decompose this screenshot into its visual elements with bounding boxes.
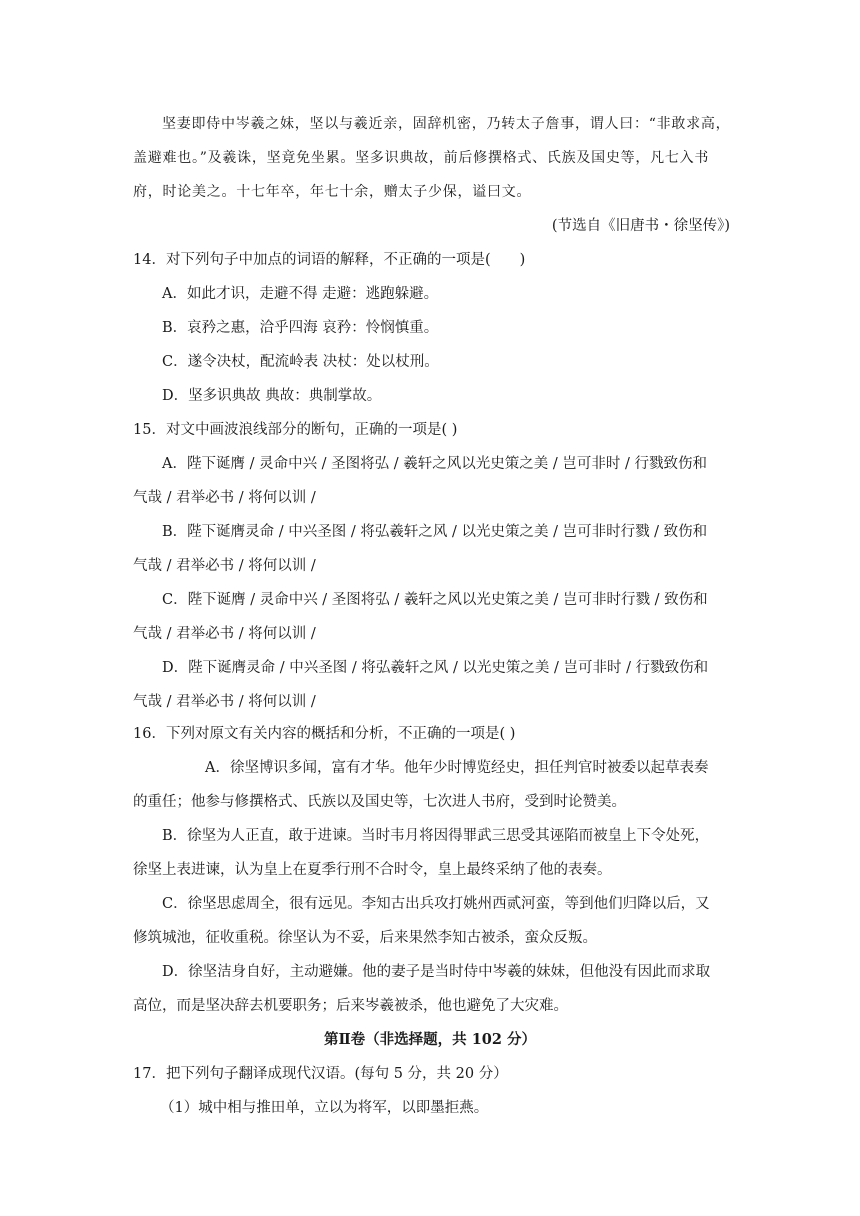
question-16-option-d-line-1: D．徐坚洁身自好，主动避嫌。他的妻子是当时侍中岑羲的妹妹，但他没有因此而求取 — [162, 964, 711, 980]
question-14-option-b: B．哀矜之惠，洽乎四海 哀矜：怜悯慎重。 — [162, 320, 439, 336]
section-2-title: 第Ⅱ卷（非选择题，共 102 分） — [323, 1031, 537, 1048]
question-15-option-b-line-2: 气哉 / 君举必书 / 将何以训 / — [133, 558, 316, 574]
question-17-stem: 17．把下列句子翻译成现代汉语。(每句 5 分，共 20 分） — [133, 1066, 508, 1082]
question-16-option-b-line-1: B．徐坚为人正直，敢于进谏。当时韦月将因得罪武三思受其诬陷而被皇上下令处死， — [162, 828, 710, 844]
question-16-option-a-line-1: A．徐坚博识多闻，富有才华。他年少时博览经史，担任判官时被委以起草表奏 — [205, 760, 709, 776]
question-14-option-d: D．坚多识典故 典故：典制掌故。 — [162, 388, 382, 404]
question-16-stem: 16．下列对原文有关内容的概括和分析，不正确的一项是( ) — [133, 726, 516, 742]
question-15-option-a-line-2: 气哉 / 君举必书 / 将何以训 / — [133, 490, 316, 506]
question-16-option-d-line-2: 高位，而是坚决辞去机要职务；后来岑羲被杀，他也避免了大灾难。 — [133, 998, 568, 1014]
question-15-option-d-line-1: D．陛下诞膺灵命 / 中兴圣图 / 将弘羲轩之风 / 以光史策之美 / 岂可非时 / 行戮致伤和 — [162, 660, 709, 676]
question-16-option-b-line-2: 徐坚上表进谏，认为皇上在夏季行刑不合时令，皇上最终采纳了他的表奏。 — [133, 862, 612, 878]
question-17-item-1: （1）城中相与推田单，立以为将军，以即墨拒燕。 — [160, 1100, 489, 1116]
question-16-option-c-line-2: 修筑城池，征收重税。徐坚认为不妥，后来果然李知古被杀，蛮众反叛。 — [133, 930, 597, 946]
question-15-option-c-line-1: C．陛下诞膺 / 灵命中兴 / 圣图将弘 / 羲轩之风以光史策之美 / 岂可非时行戮 / 致伤和 — [162, 592, 708, 608]
question-15-option-c-line-2: 气哉 / 君举必书 / 将何以训 / — [133, 626, 316, 642]
question-14-option-c: C．遂令决杖，配流岭表 决杖：处以杖刑。 — [162, 354, 439, 370]
question-16-option-c-line-1: C．徐坚思虑周全，很有远见。李知古出兵攻打姚州西贰河蛮，等到他们归降以后，又 — [162, 896, 710, 912]
question-16-option-a-line-2: 的重任；他参与修撰格式、氏族以及国史等，七次进人书府，受到时论赞美。 — [133, 794, 626, 810]
question-15-option-d-line-2: 气哉 / 君举必书 / 将何以训 / — [133, 694, 316, 710]
question-15-stem: 15．对文中画波浪线部分的断句，正确的一项是( ) — [133, 422, 458, 438]
question-15-option-a-line-1: A．陛下诞膺 / 灵命中兴 / 圣图将弘 / 羲轩之风以光史策之美 / 岂可非时 / 行戮致伤和 — [162, 456, 707, 472]
passage-line-1: 坚妻即侍中岑羲之妹，坚以与羲近亲，固辞机密，乃转太子詹事，谓人曰：“非敢求高， — [162, 116, 731, 132]
question-14-stem: 14．对下列句子中加点的词语的解释，不正确的一项是( ) — [133, 252, 526, 268]
passage-line-3: 府，时论美之。十七年卒，年七十余，赠太子少保，谥曰文。 — [133, 184, 532, 200]
question-14-option-a: A．如此才识，走避不得 走避：逃跑躲避。 — [162, 286, 439, 302]
question-15-option-b-line-1: B．陛下诞膺灵命 / 中兴圣图 / 将弘羲轩之风 / 以光史策之美 / 岂可非时行戮 / 致伤和 — [162, 524, 708, 540]
passage-line-2: 盖避难也。”及羲诛，坚竟免坐累。坚多识典故，前后修撰格式、氏族及国史等，凡七入书 — [133, 150, 710, 166]
passage-source: (节选自《旧唐书・徐坚传》) — [551, 218, 730, 234]
